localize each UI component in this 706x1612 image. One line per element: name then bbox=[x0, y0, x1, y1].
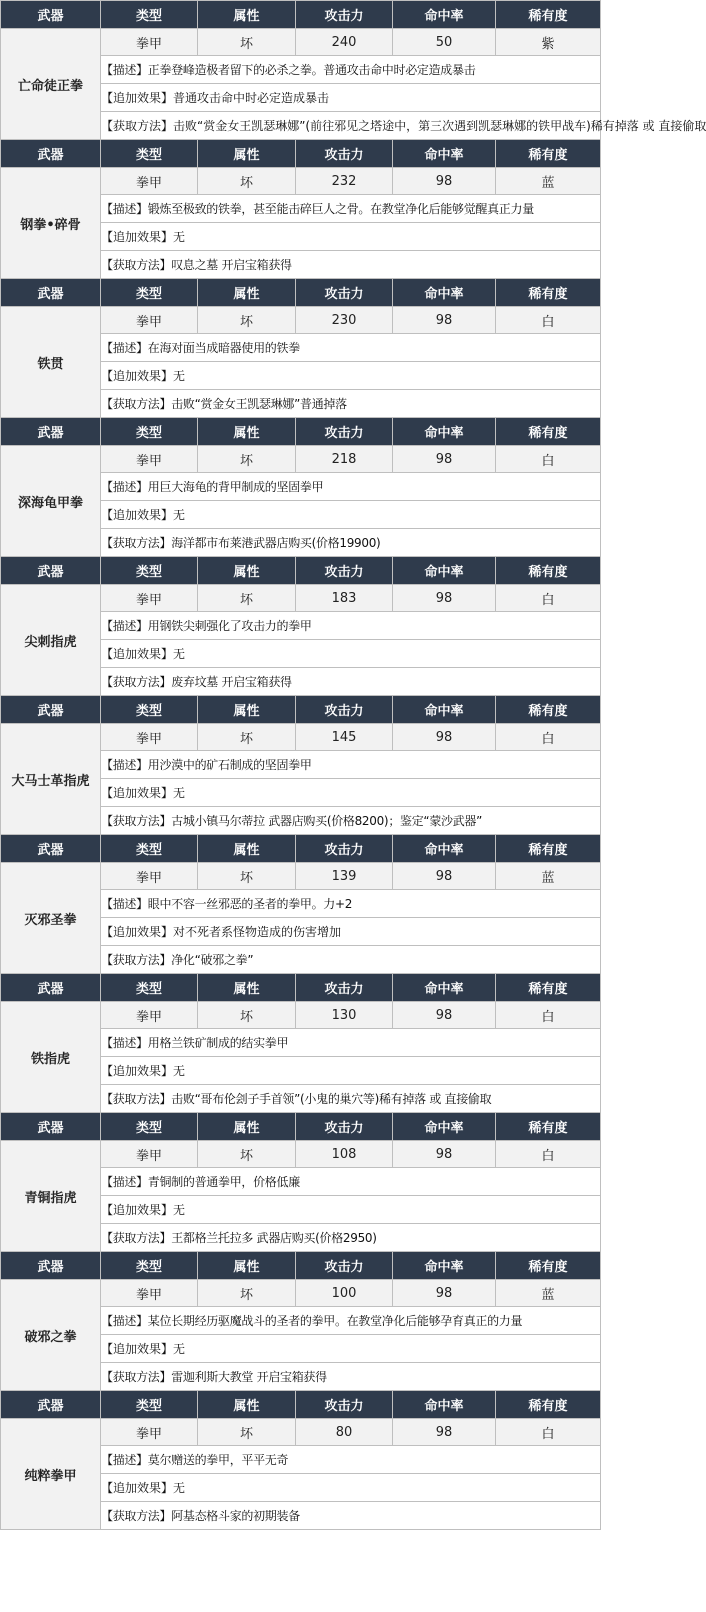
stat-rarity: 蓝 bbox=[496, 863, 601, 890]
obtain-method-text: 【获取方法】古城小镇马尔蒂拉 武器店购买(价格8200)；鉴定“蒙沙武器” bbox=[101, 807, 601, 835]
stat-attribute: 坏 bbox=[198, 1280, 296, 1307]
header-weapon: 武器 bbox=[1, 557, 101, 585]
header-row bbox=[1, 1252, 601, 1280]
stat-hit-rate: 50 bbox=[393, 29, 496, 56]
stat-attack: 230 bbox=[296, 307, 393, 334]
obtain-method-text: 【获取方法】雷迦利斯大教堂 开启宝箱获得 bbox=[101, 1363, 601, 1391]
obtain-method-text: 【获取方法】废弃坟墓 开启宝箱获得 bbox=[101, 668, 601, 696]
header-attribute: 属性 bbox=[198, 974, 296, 1002]
header-weapon: 武器 bbox=[1, 1252, 101, 1280]
stats-row bbox=[1, 1419, 601, 1446]
stat-attack: 232 bbox=[296, 168, 393, 195]
stat-hit-rate: 98 bbox=[393, 307, 496, 334]
stat-attribute: 坏 bbox=[198, 307, 296, 334]
description-text: 【描述】某位长期经历驱魔战斗的圣者的拳甲。在教堂净化后能够孕育真正的力量 bbox=[101, 1307, 601, 1335]
stat-type: 拳甲 bbox=[101, 168, 198, 195]
description-text: 【描述】眼中不容一丝邪恶的圣者的拳甲。力+2 bbox=[101, 890, 601, 918]
header-attack: 攻击力 bbox=[296, 835, 393, 863]
header-rarity: 稀有度 bbox=[496, 696, 601, 724]
stat-type: 拳甲 bbox=[101, 446, 198, 473]
stat-type: 拳甲 bbox=[101, 1002, 198, 1029]
stat-rarity: 蓝 bbox=[496, 168, 601, 195]
header-attack: 攻击力 bbox=[296, 974, 393, 1002]
header-row bbox=[1, 557, 601, 585]
header-attack: 攻击力 bbox=[296, 557, 393, 585]
stat-hit-rate: 98 bbox=[393, 724, 496, 751]
header-weapon: 武器 bbox=[1, 1391, 101, 1419]
stat-type: 拳甲 bbox=[101, 1141, 198, 1168]
header-hit-rate: 命中率 bbox=[393, 140, 496, 168]
extra-effect-text: 【追加效果】无 bbox=[101, 1335, 601, 1363]
stat-attribute: 坏 bbox=[198, 724, 296, 751]
header-hit-rate: 命中率 bbox=[393, 279, 496, 307]
header-attack: 攻击力 bbox=[296, 1113, 393, 1141]
header-attribute: 属性 bbox=[198, 835, 296, 863]
stat-attack: 100 bbox=[296, 1280, 393, 1307]
header-weapon: 武器 bbox=[1, 140, 101, 168]
stat-hit-rate: 98 bbox=[393, 446, 496, 473]
stats-row bbox=[1, 1280, 601, 1307]
header-hit-rate: 命中率 bbox=[393, 835, 496, 863]
header-attribute: 属性 bbox=[198, 1391, 296, 1419]
stats-row bbox=[1, 29, 601, 56]
obtain-method-text: 【获取方法】净化“破邪之拳” bbox=[101, 946, 601, 974]
stat-attribute: 坏 bbox=[198, 446, 296, 473]
header-rarity: 稀有度 bbox=[496, 1, 601, 29]
stat-attribute: 坏 bbox=[198, 1002, 296, 1029]
header-rarity: 稀有度 bbox=[496, 418, 601, 446]
header-attribute: 属性 bbox=[198, 557, 296, 585]
header-weapon: 武器 bbox=[1, 279, 101, 307]
header-attribute: 属性 bbox=[198, 1, 296, 29]
header-type: 类型 bbox=[101, 1, 198, 29]
header-hit-rate: 命中率 bbox=[393, 1113, 496, 1141]
header-row bbox=[1, 696, 601, 724]
stat-hit-rate: 98 bbox=[393, 1002, 496, 1029]
header-rarity: 稀有度 bbox=[496, 974, 601, 1002]
obtain-method-text: 【获取方法】王都格兰托拉多 武器店购买(价格2950) bbox=[101, 1224, 601, 1252]
stat-hit-rate: 98 bbox=[393, 1141, 496, 1168]
header-attribute: 属性 bbox=[198, 279, 296, 307]
stat-attack: 240 bbox=[296, 29, 393, 56]
stat-hit-rate: 98 bbox=[393, 585, 496, 612]
stat-rarity: 白 bbox=[496, 1141, 601, 1168]
stats-row bbox=[1, 307, 601, 334]
header-type: 类型 bbox=[101, 418, 198, 446]
weapon-name: 灭邪圣拳 bbox=[1, 863, 101, 974]
header-row bbox=[1, 974, 601, 1002]
header-type: 类型 bbox=[101, 1391, 198, 1419]
header-rarity: 稀有度 bbox=[496, 140, 601, 168]
stat-hit-rate: 98 bbox=[393, 168, 496, 195]
header-hit-rate: 命中率 bbox=[393, 696, 496, 724]
obtain-method-text: 【获取方法】击败“哥布伦刽子手首领”(小鬼的巢穴等)稀有掉落 或 直接偷取 bbox=[101, 1085, 601, 1113]
stat-rarity: 白 bbox=[496, 585, 601, 612]
extra-effect-text: 【追加效果】无 bbox=[101, 779, 601, 807]
stats-row bbox=[1, 446, 601, 473]
header-row bbox=[1, 835, 601, 863]
header-hit-rate: 命中率 bbox=[393, 974, 496, 1002]
stat-attack: 145 bbox=[296, 724, 393, 751]
description-text: 【描述】青铜制的普通拳甲，价格低廉 bbox=[101, 1168, 601, 1196]
header-rarity: 稀有度 bbox=[496, 557, 601, 585]
obtain-method-text: 【获取方法】击败“赏金女王凯瑟琳娜”普通掉落 bbox=[101, 390, 601, 418]
description-text: 【描述】用巨大海龟的背甲制成的坚固拳甲 bbox=[101, 473, 601, 501]
header-rarity: 稀有度 bbox=[496, 1391, 601, 1419]
header-type: 类型 bbox=[101, 696, 198, 724]
header-type: 类型 bbox=[101, 835, 198, 863]
header-weapon: 武器 bbox=[1, 696, 101, 724]
stat-rarity: 白 bbox=[496, 446, 601, 473]
stat-rarity: 紫 bbox=[496, 29, 601, 56]
weapon-name: 尖刺指虎 bbox=[1, 585, 101, 696]
stats-row bbox=[1, 1141, 601, 1168]
stat-rarity: 白 bbox=[496, 724, 601, 751]
stat-attack: 218 bbox=[296, 446, 393, 473]
weapon-name: 纯粹拳甲 bbox=[1, 1419, 101, 1530]
header-row bbox=[1, 1391, 601, 1419]
stats-row bbox=[1, 585, 601, 612]
header-rarity: 稀有度 bbox=[496, 1252, 601, 1280]
header-attack: 攻击力 bbox=[296, 1391, 393, 1419]
stats-row bbox=[1, 168, 601, 195]
stats-row bbox=[1, 724, 601, 751]
stat-rarity: 白 bbox=[496, 307, 601, 334]
extra-effect-text: 【追加效果】无 bbox=[101, 362, 601, 390]
stat-attribute: 坏 bbox=[198, 1141, 296, 1168]
header-row bbox=[1, 1113, 601, 1141]
stats-row bbox=[1, 1002, 601, 1029]
extra-effect-text: 【追加效果】无 bbox=[101, 1057, 601, 1085]
stat-attribute: 坏 bbox=[198, 863, 296, 890]
stat-attack: 139 bbox=[296, 863, 393, 890]
header-attack: 攻击力 bbox=[296, 279, 393, 307]
stat-attribute: 坏 bbox=[198, 29, 296, 56]
header-hit-rate: 命中率 bbox=[393, 1, 496, 29]
weapon-name: 破邪之拳 bbox=[1, 1280, 101, 1391]
header-weapon: 武器 bbox=[1, 1, 101, 29]
extra-effect-text: 【追加效果】无 bbox=[101, 640, 601, 668]
stat-hit-rate: 98 bbox=[393, 1280, 496, 1307]
obtain-method-text: 【获取方法】击败“赏金女王凯瑟琳娜”(前往邪见之塔途中，第三次遇到凯瑟琳娜的铁甲战车)稀有掉落 或 直接偷取 bbox=[101, 112, 601, 140]
stat-hit-rate: 98 bbox=[393, 863, 496, 890]
description-text: 【描述】莫尔赠送的拳甲，平平无奇 bbox=[101, 1446, 601, 1474]
stat-rarity: 白 bbox=[496, 1419, 601, 1446]
stat-attribute: 坏 bbox=[198, 168, 296, 195]
obtain-method-text: 【获取方法】阿基态格斗家的初期装备 bbox=[101, 1502, 601, 1530]
stat-type: 拳甲 bbox=[101, 307, 198, 334]
header-rarity: 稀有度 bbox=[496, 835, 601, 863]
stat-attack: 108 bbox=[296, 1141, 393, 1168]
stat-rarity: 白 bbox=[496, 1002, 601, 1029]
header-row bbox=[1, 1, 601, 29]
stat-rarity: 蓝 bbox=[496, 1280, 601, 1307]
header-attribute: 属性 bbox=[198, 418, 296, 446]
weapon-name: 深海龟甲拳 bbox=[1, 446, 101, 557]
stat-type: 拳甲 bbox=[101, 29, 198, 56]
extra-effect-text: 【追加效果】无 bbox=[101, 501, 601, 529]
header-weapon: 武器 bbox=[1, 835, 101, 863]
stat-attack: 130 bbox=[296, 1002, 393, 1029]
stat-attack: 80 bbox=[296, 1419, 393, 1446]
header-type: 类型 bbox=[101, 279, 198, 307]
stat-attack: 183 bbox=[296, 585, 393, 612]
header-attribute: 属性 bbox=[198, 1252, 296, 1280]
description-text: 【描述】在海对面当成暗器使用的铁拳 bbox=[101, 334, 601, 362]
stat-type: 拳甲 bbox=[101, 585, 198, 612]
extra-effect-text: 【追加效果】对不死者系怪物造成的伤害增加 bbox=[101, 918, 601, 946]
header-type: 类型 bbox=[101, 140, 198, 168]
header-type: 类型 bbox=[101, 974, 198, 1002]
header-attack: 攻击力 bbox=[296, 696, 393, 724]
header-hit-rate: 命中率 bbox=[393, 418, 496, 446]
stat-attribute: 坏 bbox=[198, 585, 296, 612]
weapon-table-body bbox=[1, 1, 706, 1530]
weapon-name: 钢拳•碎骨 bbox=[1, 168, 101, 279]
header-rarity: 稀有度 bbox=[496, 1113, 601, 1141]
obtain-method-text: 【获取方法】叹息之墓 开启宝箱获得 bbox=[101, 251, 601, 279]
description-text: 【描述】用格兰铁矿制成的结实拳甲 bbox=[101, 1029, 601, 1057]
weapon-name: 大马士革指虎 bbox=[1, 724, 101, 835]
stat-type: 拳甲 bbox=[101, 724, 198, 751]
description-text: 【描述】正拳登峰造极者留下的必杀之拳。普通攻击命中时必定造成暴击 bbox=[101, 56, 601, 84]
header-hit-rate: 命中率 bbox=[393, 557, 496, 585]
header-rarity: 稀有度 bbox=[496, 279, 601, 307]
stat-type: 拳甲 bbox=[101, 1419, 198, 1446]
stat-type: 拳甲 bbox=[101, 1280, 198, 1307]
extra-effect-text: 【追加效果】普通攻击命中时必定造成暴击 bbox=[101, 84, 601, 112]
extra-effect-text: 【追加效果】无 bbox=[101, 223, 601, 251]
header-weapon: 武器 bbox=[1, 1113, 101, 1141]
description-text: 【描述】用沙漠中的矿石制成的坚固拳甲 bbox=[101, 751, 601, 779]
weapon-name: 铁指虎 bbox=[1, 1002, 101, 1113]
header-hit-rate: 命中率 bbox=[393, 1391, 496, 1419]
obtain-method-text: 【获取方法】海洋都市布莱港武器店购买(价格19900) bbox=[101, 529, 601, 557]
header-row bbox=[1, 418, 601, 446]
header-row bbox=[1, 279, 601, 307]
header-attack: 攻击力 bbox=[296, 418, 393, 446]
header-attack: 攻击力 bbox=[296, 1, 393, 29]
header-weapon: 武器 bbox=[1, 974, 101, 1002]
header-attribute: 属性 bbox=[198, 1113, 296, 1141]
weapon-name: 铁贯 bbox=[1, 307, 101, 418]
stats-row bbox=[1, 863, 601, 890]
header-row bbox=[1, 140, 601, 168]
header-attack: 攻击力 bbox=[296, 1252, 393, 1280]
header-type: 类型 bbox=[101, 1252, 198, 1280]
header-attack: 攻击力 bbox=[296, 140, 393, 168]
header-hit-rate: 命中率 bbox=[393, 1252, 496, 1280]
header-attribute: 属性 bbox=[198, 140, 296, 168]
weapon-name: 亡命徒正拳 bbox=[1, 29, 101, 140]
extra-effect-text: 【追加效果】无 bbox=[101, 1196, 601, 1224]
header-weapon: 武器 bbox=[1, 418, 101, 446]
header-type: 类型 bbox=[101, 1113, 198, 1141]
description-text: 【描述】用钢铁尖刺强化了攻击力的拳甲 bbox=[101, 612, 601, 640]
stat-type: 拳甲 bbox=[101, 863, 198, 890]
stat-attribute: 坏 bbox=[198, 1419, 296, 1446]
header-type: 类型 bbox=[101, 557, 198, 585]
extra-effect-text: 【追加效果】无 bbox=[101, 1474, 601, 1502]
stat-hit-rate: 98 bbox=[393, 1419, 496, 1446]
weapon-name: 青铜指虎 bbox=[1, 1141, 101, 1252]
description-text: 【描述】锻炼至极致的铁拳，甚至能击碎巨人之骨。在教堂净化后能够觉醒真正力量 bbox=[101, 195, 601, 223]
header-attribute: 属性 bbox=[198, 696, 296, 724]
